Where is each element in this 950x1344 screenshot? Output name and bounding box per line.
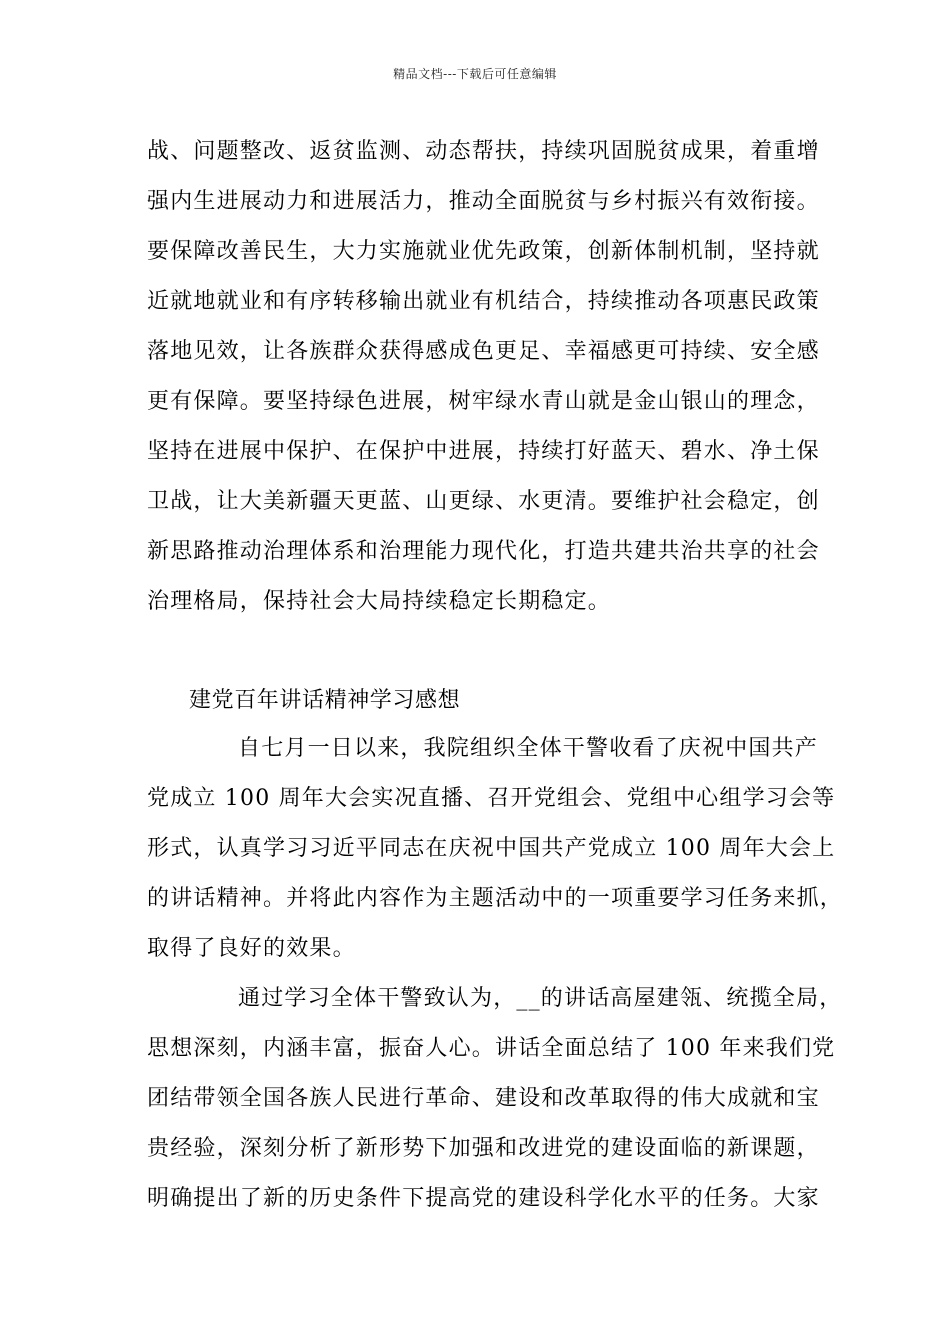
page-header-watermark: 精品文档---下载后可任意编辑 xyxy=(393,67,557,81)
text-line: 战、问题整改、返贫监测、动态帮扶，持续巩固脱贫成果，着重增 xyxy=(147,139,820,164)
text-line: 取得了良好的效果。 xyxy=(147,936,356,961)
text-line: 强内生进展动力和进展活力，推动全面脱贫与乡村振兴有效衔接。 xyxy=(147,189,820,214)
text-line: 通过学习全体干警致认为，__的讲话高屋建瓴、统揽全局， xyxy=(238,986,843,1011)
text-line: 贵经验，深刻分析了新形势下加强和改进党的建设面临的新课题， xyxy=(147,1136,820,1161)
text-line: 思想深刻，内涵丰富，振奋人心。讲话全面总结了 100 年来我们党 xyxy=(147,1036,836,1061)
section-title: 建党百年讲话精神学习感想 xyxy=(189,688,461,713)
text-line: 坚持在进展中保护、在保护中进展，持续打好蓝天、碧水、净土保 xyxy=(147,439,820,464)
text-line: 形式，认真学习习近平同志在庆祝中国共产党成立 100 周年大会上 xyxy=(147,836,836,861)
text-line: 自七月一日以来，我院组织全体干警收看了庆祝中国共产 xyxy=(238,736,819,761)
text-line: 更有保障。要坚持绿色进展，树牢绿水青山就是金山银山的理念， xyxy=(147,389,820,414)
text-line: 要保障改善民生，大力实施就业优先政策，创新体制机制，坚持就 xyxy=(147,239,820,264)
text-line: 治理格局，保持社会大局持续稳定长期稳定。 xyxy=(147,589,612,614)
text-line: 落地见效，让各族群众获得感成色更足、幸福感更可持续、安全感 xyxy=(147,339,820,364)
text-line: 新思路推动治理体系和治理能力现代化，打造共建共治共享的社会 xyxy=(147,539,820,564)
text-line: 团结带领全国各族人民进行革命、建设和改革取得的伟大成就和宝 xyxy=(147,1086,820,1111)
text-line: 党成立 100 周年大会实况直播、召开党组会、党组中心组学习会等 xyxy=(147,786,836,811)
text-line: 的讲话精神。并将此内容作为主题活动中的一项重要学习任务来抓， xyxy=(147,886,844,911)
text-line: 明确提出了新的历史条件下提高党的建设科学化水平的任务。大家 xyxy=(147,1186,820,1211)
text-line: 近就地就业和有序转移输出就业有机结合，持续推动各项惠民政策 xyxy=(147,289,820,314)
text-line: 卫战，让大美新疆天更蓝、山更绿、水更清。要维护社会稳定，创 xyxy=(147,489,820,514)
